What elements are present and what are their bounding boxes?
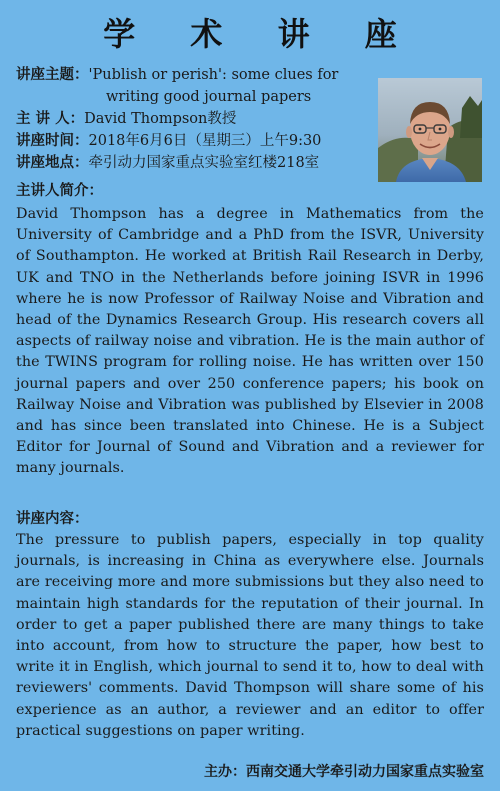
place-row <box>16 152 376 174</box>
time-row <box>16 130 376 152</box>
bio-label: 主讲人简介： <box>16 183 103 199</box>
topic-line-2: writing good journal papers <box>106 89 312 105</box>
speaker-label: 主 讲 人： <box>16 111 85 127</box>
speaker-photo <box>378 78 482 182</box>
topic-row <box>16 64 376 86</box>
sponsor-label: 主办： <box>204 764 246 780</box>
speaker-row <box>16 108 376 130</box>
lecture-time: 2018年6月6日（星期三）上午9:30 <box>88 133 322 149</box>
time-label: 讲座时间： <box>16 133 89 149</box>
content-label: 讲座内容： <box>16 511 89 527</box>
speaker-bio: David Thompson has a degree in Mathematics from the University of Cambridge and a PhD from the ISVR, University of Southampton. He worked at British Rail Research in Derby, UK and TNO in the Netherlands before joining ISVR in 1996 where he is now Professor of Railway Noise and Vibration and head of the Dynamics Research Group. His research covers all aspects of railway noise and vibration. He is the main author of the TWINS program for rolling noise. He has written over 150 journal papers and over 250 conference papers; his book on Railway Noise and Vibration was published by Elsevier in 2008 and has since been translated into Chinese. He is a Subject Editor for Journal of Sound and Vibration and a reviewer for many journals. <box>16 206 484 477</box>
speaker-name: David Thompson教授 <box>84 111 237 127</box>
lecture-content: The pressure to publish papers, especially in top quality journals, is increasing in China as everywhere else. Journals are receiving more and more submissions but they also need to maintain high standards for the reputation of their journal. In order to get a paper published there are many things to take into account, from how to structure the paper, how best to write it in English, which journal to send it to, how to deal with reviewers' comments. David Thompson will share some of his experience as an author, a reviewer and an editor to offer practical suggestions on paper writing. <box>16 532 484 739</box>
topic-line-1: 'Publish or perish': some clues for <box>88 67 339 83</box>
poster-title: 学 术 讲 座 <box>103 15 419 53</box>
lecture-place: 牵引动力国家重点实验室红楼218室 <box>88 155 320 171</box>
sponsor-value: 西南交通大学牵引动力国家重点实验室 <box>246 764 484 780</box>
topic-label: 讲座主题： <box>16 67 89 83</box>
lecture-info <box>16 64 376 174</box>
sponsor-line <box>204 762 484 782</box>
place-label: 讲座地点： <box>16 155 89 171</box>
topic-row-continued <box>16 86 376 108</box>
